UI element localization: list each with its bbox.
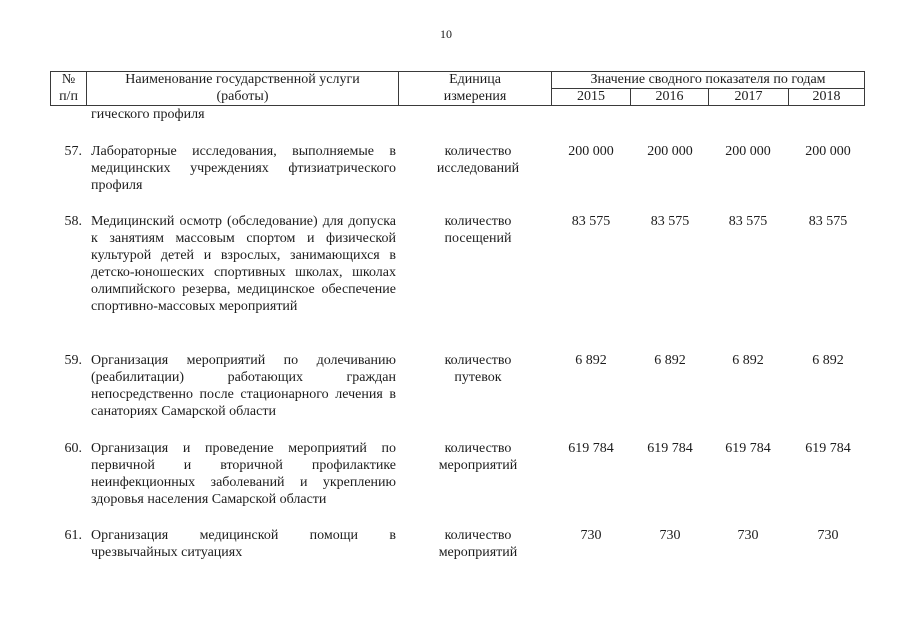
table-row xyxy=(0,440,905,530)
header-num-label: № xyxy=(61,72,76,87)
row-number: 59. xyxy=(64,353,82,368)
service-name: Организация мероприятий по долечиванию (реабилитации) работающих граждан непосредственно после стационарного лечения в санаториях Самарской области xyxy=(91,353,396,419)
value-2018: 619 784 xyxy=(805,441,851,456)
service-name: Медицинский осмотр (обследование) для допуска к занятиям массовым спортом и физической культурой детей и взрослых, занимающихся в детско-юношеских спортивных школах, школах олимпийского резерва, медицинское обеспечение спортивно-массовых мероприятий xyxy=(91,214,396,314)
value-2017: 619 784 xyxy=(725,441,771,456)
value-2018: 6 892 xyxy=(812,353,844,368)
continuation-text: гического профиля xyxy=(91,107,205,122)
unit-of-measure: количество посещений xyxy=(444,214,512,246)
unit-of-measure: количество исследований xyxy=(436,144,520,176)
value-2016: 6 892 xyxy=(654,353,686,368)
header-right-border xyxy=(864,71,865,106)
service-name: Организация медицинской помощи в чрезвычайных ситуациях xyxy=(91,528,396,560)
table-row xyxy=(0,527,905,577)
header-unit-label: измерения xyxy=(443,89,507,104)
value-2015: 200 000 xyxy=(568,144,614,159)
table-row xyxy=(0,213,905,343)
service-name: Организация и проведение мероприятий по первичной и вторичной профилактике неинфекционных заболеваний и укреплению здоровья населения Самарской области xyxy=(91,441,396,507)
value-2016: 83 575 xyxy=(650,214,690,229)
header-year: 2018 xyxy=(812,89,841,104)
row-number: 57. xyxy=(64,144,82,159)
unit-of-measure: количество путевок xyxy=(444,353,512,385)
table-row xyxy=(0,352,905,442)
header-year: 2017 xyxy=(734,89,763,104)
value-2018: 200 000 xyxy=(805,144,851,159)
value-2015: 730 xyxy=(580,528,602,543)
value-2018: 83 575 xyxy=(808,214,848,229)
row-number: 58. xyxy=(64,214,82,229)
value-2015: 6 892 xyxy=(575,353,607,368)
header-unit-label: Единица xyxy=(449,72,501,87)
header-values-title: Значение сводного показателя по годам xyxy=(590,72,826,87)
value-2017: 200 000 xyxy=(725,144,771,159)
value-2017: 83 575 xyxy=(728,214,768,229)
value-2016: 619 784 xyxy=(647,441,693,456)
header-name-label: Наименование государственной услуги xyxy=(125,72,360,87)
value-2017: 6 892 xyxy=(732,353,764,368)
value-2016: 730 xyxy=(659,528,681,543)
service-name: Лабораторные исследования, выполняемые в медицинских учреждениях фтизиатрического профиля xyxy=(91,144,396,193)
value-2015: 83 575 xyxy=(571,214,611,229)
header-year: 2015 xyxy=(577,89,605,104)
header-name-label: (работы) xyxy=(216,89,269,104)
value-2015: 619 784 xyxy=(568,441,614,456)
row-number: 60. xyxy=(64,441,82,456)
value-2017: 730 xyxy=(737,528,759,543)
unit-of-measure: количество мероприятий xyxy=(438,441,518,473)
value-2018: 730 xyxy=(817,528,839,543)
value-2016: 200 000 xyxy=(647,144,693,159)
header-num-label: п/п xyxy=(59,89,78,104)
unit-of-measure: количество мероприятий xyxy=(438,528,518,560)
page-number: 10 xyxy=(440,27,452,41)
header-year: 2016 xyxy=(655,89,684,104)
row-number: 61. xyxy=(64,528,82,543)
